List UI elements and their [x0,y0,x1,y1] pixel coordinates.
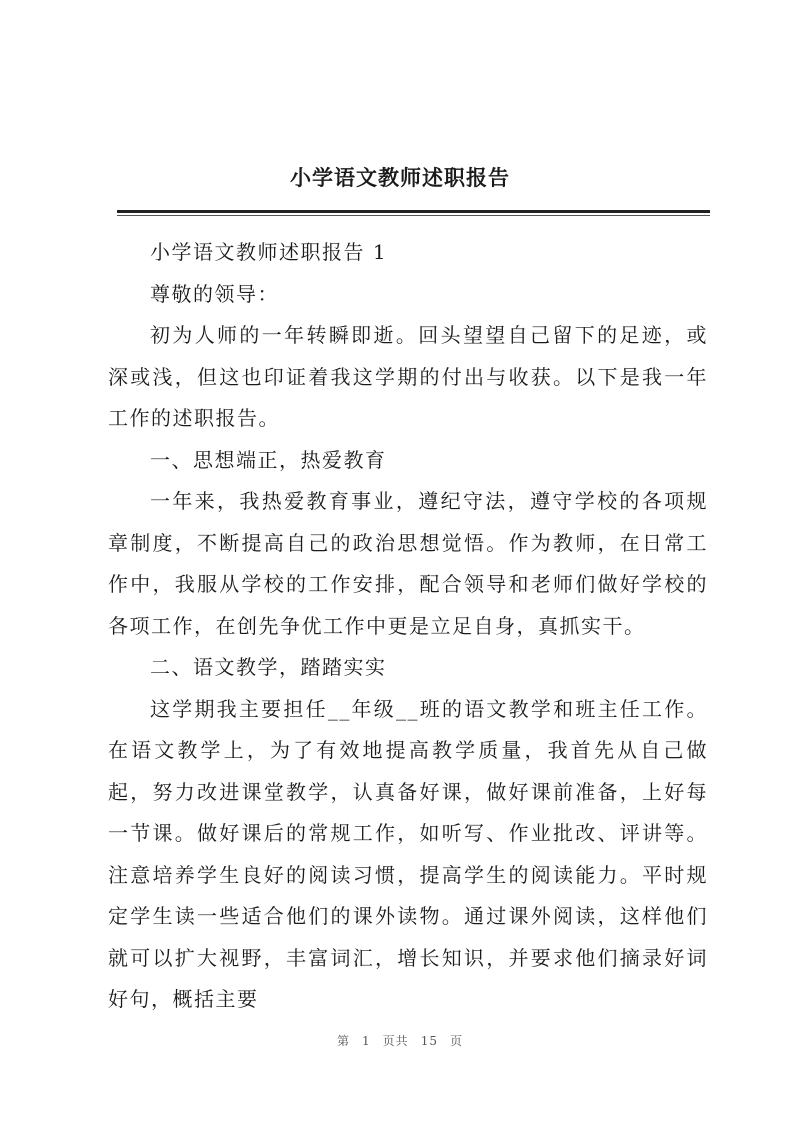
section-heading: 小学语文教师述职报告 1 [150,240,388,264]
footer-suffix: 页 [449,1034,463,1048]
subheading: 二、语文教学，踏踏实实 [150,655,387,679]
page-footer [0,1032,800,1049]
title-divider [117,210,710,213]
document-title: 小学语文教师述职报告 [290,165,510,190]
paragraph: 一年来，我热爱教育事业，遵纪守法，遵守学校的各项规章制度，不断提高自己的政治思想觉悟。作为教师，在日常工作中，我服从学校的工作安排，配合领导和老师们做好学校的各项工作，在创先争优工作中更是立足自身，真抓实干。 [108,489,708,638]
salutation: 尊敬的领导： [150,281,279,306]
paragraph: 初为人师的一年转瞬即逝。回头望望自己留下的足迹，或深或浅，但这也印证着我这学期的付出与收获。以下是我一年工作的述职报告。 [108,323,708,430]
subheading: 一、思想端正，热爱教育 [150,447,387,472]
footer-page-number: 1 [362,1034,371,1048]
title-divider-thin [117,215,710,216]
footer-prefix: 第 [337,1034,351,1048]
footer-total-pages: 15 [420,1034,438,1048]
paragraph: 这学期我主要担任__年级__班的语文教学和班主任工作。在语文教学上，为了有效地提高教学质量，我首先从自己做起，努力改进课堂教学，认真备好课，做好课前准备，上好每一节课。做好课后的常规工作，如听写、作业批改、评讲等。注意培养学生良好的阅读习惯，提高学生的阅读能力。平时规定学生读一些适合他们的课外读物。通过课外阅读，这样他们就可以扩大视野，丰富词汇，增长知识，并要求他们摘录好词好句，概括主要 [108,696,708,1011]
document-body [108,232,708,1021]
footer-mid: 页共 [382,1034,409,1048]
